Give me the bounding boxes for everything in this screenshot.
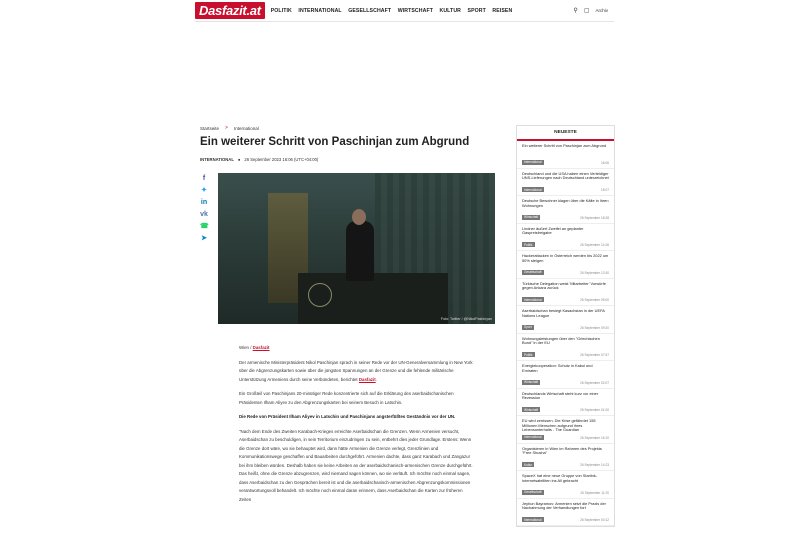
article-paragraph: Ein Großteil von Paschinjans 20-minütiger Rede konzentrierte sich auf die Erklärung des aserbaidschanischen Präsidenten Ilham Aliyev zu den Abgrenzungskarten bei seinem Besuch in Latschin. — [239, 391, 454, 405]
news-date: 26 September 07:57 — [580, 353, 609, 357]
photo-speaker-head — [352, 209, 366, 225]
news-date: 26 September 16:10 — [580, 435, 609, 440]
news-item[interactable]: Deutschlands Wirtschaft steht kurz vor einer Rezession Wirtschaft 26 September 01:00 — [517, 389, 614, 417]
news-date: 26 September 14:23 — [580, 463, 609, 467]
article-paragraph: Der armenische Ministerpräsident Nikol Paschinjan sprach in seiner Rede vor der UN-Generalversammlung in New York über die Abgrenzungskarten sowie über die jüngsten Spannungen an der Grenze und die fehlende militärische Unterstützung Armeniens durch seine Verbündeten, berichtet Dasfazit. — [239, 359, 473, 382]
nav-item-international[interactable]: INTERNATIONAL — [298, 7, 342, 14]
article-photo — [218, 173, 495, 324]
breadcrumb-section[interactable]: International — [233, 125, 259, 131]
news-item[interactable]: Jeyhun Bayramov: Armenien setzt die Praxis der Nachahmung der Verhandlungen fort International 26 September 00:12 — [517, 499, 614, 527]
news-date: 26 September 02:07 — [580, 380, 609, 385]
article-title: Ein weiterer Schritt von Paschinjan zum Abgrund — [200, 136, 470, 148]
news-date: 26 September 09:00 — [580, 298, 609, 302]
article-paragraph: "Nach dem Ende des Zweiten Karabach-Krieges erreichte Aserbaidschan die Grenzen. Wenn Armenien versucht, Aserbaidschan zu beschuldigen, in sein Territorium einzudringen zu sein, entbehrt dies jeder Grundlage. Erstens: Wenn die Grenze dort wäre, wo sie behauptet wird, dann hätte Armenien die Grenze verlegt, Grenzlinien und Kommunikationswege geschaffen und Bauarbeiten durchgeführt. Armenien dachte, dass ganz Karabach und Zangazur bei ihm bleiben würden. Deshalb haben sie keine Arbeiten an der aserbaidschanisch-armenischen Grenze durchgeführt. Das heißt, ohne die Grenze abzugrenzen, wird niemand sagen können, wo sie verläuft. Ich möchte noch einmal sagen, dass Aserbaidschan zu den Gesprächen bereit ist und die aserbaidschanisch-armenischen Abgrenzungskommissionen verantwortungsvoll behandelt. Ich möchte noch einmal daran erinnern, dass Aserbaidschan die Karten zur früheren Zeiten — [239, 428, 473, 502]
news-item[interactable]: Deutsche Bewohner klagen über die Kälte in ihren Wohnungen Wirtschaft 26 September 18:28 — [517, 196, 614, 224]
site-logo[interactable]: Dasfazit.at — [195, 2, 265, 19]
nav-item-reisen[interactable]: REISEN — [492, 7, 513, 14]
breadcrumb-separator: > — [225, 125, 228, 131]
news-date: 26 September 09:20 — [580, 325, 609, 330]
news-item[interactable]: Ein weiterer Schritt von Paschinjan zum Abgrund International 16:06 — [517, 141, 614, 169]
news-item[interactable]: Deutschland und die USA haben einen Verteidiger UNS-Lieferungen nach Deutschland unterzeichnet International 15:07 — [517, 169, 614, 197]
news-item[interactable]: Türkische Delegation weist 'Mitarbeiter' Vorwürfe gegen Ankara zurück International 26 September 09:00 — [517, 279, 614, 307]
un-emblem-icon — [308, 283, 332, 307]
news-date: 26 September 00:12 — [580, 518, 609, 522]
article-body — [239, 344, 473, 510]
breadcrumb-home[interactable]: Startseite — [200, 125, 220, 131]
nav-item-wirtschaft[interactable]: WIRTSCHAFT — [397, 7, 433, 14]
news-tag[interactable]: Gesellschaft — [524, 490, 542, 494]
nav-item-sport[interactable]: SPORT — [467, 7, 486, 14]
source-link-inline[interactable]: Dasfazit — [358, 376, 376, 382]
nav-item-politik[interactable]: POLITIK — [270, 7, 292, 14]
news-item[interactable]: Aserbaidschan besiegt Kasachstan in der UEFA Nations League Sport 26 September 09:20 — [517, 306, 614, 334]
news-tag[interactable]: International — [524, 517, 542, 522]
news-date: 15:07 — [601, 188, 609, 192]
article-subheading: Die Rede von Präsident Ilham Aliyev in Latschin und Paschinjans angsterfülltes Geständnis vor der UN. — [239, 414, 456, 419]
news-date: 26 September 01:00 — [580, 408, 609, 412]
news-item[interactable]: Organisieren in Wien im Rahmen des Projekts "Free Shusha" Kultur 26 September 14:23 — [517, 444, 614, 472]
nav-item-kultur[interactable]: KULTUR — [439, 7, 462, 14]
facebook-icon[interactable]: f — [202, 175, 206, 182]
article-meta — [200, 157, 318, 162]
news-tag[interactable]: International — [524, 160, 542, 164]
share-bar — [200, 175, 208, 243]
sidebar-heading: NEUESTE — [517, 126, 614, 141]
breadcrumb — [200, 125, 259, 131]
news-tag[interactable]: Politik — [524, 242, 533, 247]
article-dateline: Wien / Dasfazit — [239, 345, 270, 350]
news-tag[interactable]: Gesellschaft — [524, 270, 542, 274]
main-nav — [271, 8, 519, 14]
news-date: 26 September 14:26 — [580, 243, 609, 247]
flag-icon[interactable]: ▢ — [583, 8, 590, 14]
news-tag[interactable]: International — [524, 297, 542, 302]
telegram-icon[interactable]: ➤ — [201, 235, 207, 242]
news-date: 26 September 18:28 — [580, 215, 609, 220]
news-tag[interactable]: International — [524, 187, 542, 192]
twitter-icon[interactable]: ✦ — [201, 187, 207, 194]
article-date: 26 September 2023 16:06 (UTC+04:00) — [244, 157, 319, 162]
news-tag[interactable]: International — [524, 435, 542, 439]
news-tag[interactable]: Kultur — [524, 462, 533, 467]
news-date: 26 September 11:20 — [580, 490, 609, 495]
news-tag[interactable]: Wirtschaft — [524, 215, 539, 219]
linkedin-icon[interactable]: in — [200, 199, 208, 206]
search-icon[interactable]: ⚲ — [573, 8, 578, 14]
news-item[interactable]: Wohnungsleistungen über den "Griechischen Bund" in der EU Politik 26 September 07:57 — [517, 334, 614, 362]
vk-icon[interactable]: vk — [200, 211, 208, 218]
news-tag[interactable]: Politik — [524, 352, 533, 357]
news-tag[interactable]: Sport — [524, 325, 532, 329]
nav-item-gesellschaft[interactable]: GESELLSCHAFT — [348, 7, 392, 14]
news-item[interactable]: EU wird zerrissen: Die Krise gefährdet 155 Millionen Menschen aufgrund ihres Lebensunterhalts - The Guardian International 26 September 16:10 — [517, 416, 614, 444]
news-date: 26 September 13:30 — [580, 270, 609, 275]
whatsapp-icon[interactable]: ☎ — [200, 223, 209, 230]
header-tools — [573, 7, 608, 14]
news-tag[interactable]: Wirtschaft — [524, 380, 539, 384]
article-category[interactable]: INTERNATIONAL — [200, 157, 234, 162]
archive-link[interactable]: Archiv — [595, 8, 608, 13]
source-link[interactable]: Dasfazit — [252, 345, 270, 350]
photo-credit: Foto: Twitter / @NikolPashinyan — [440, 317, 492, 321]
news-item[interactable]: Energiekooperation: Schutz in Kabul und Emiraten Wirtschaft 26 September 02:07 — [517, 361, 614, 389]
photo-speaker — [346, 221, 374, 281]
news-item[interactable]: Hackerattacken in Österreich werden bis 2022 um 50% steigen Gesellschaft 26 September 13:30 — [517, 251, 614, 279]
news-date: 16:06 — [601, 160, 609, 165]
latest-news-sidebar — [516, 125, 615, 527]
news-item[interactable]: SpaceX hat eine neue Gruppe von Starlink-Internetsatelliten ins All gebracht Gesellschaft 26 September 11:20 — [517, 471, 614, 499]
meta-dot: ● — [237, 157, 241, 162]
news-tag[interactable]: Wirtschaft — [524, 407, 539, 412]
site-header — [195, 0, 614, 22]
news-item[interactable]: Lindner äußert Zweifel an geplanter Gaspreisfreigabe Politik 26 September 14:26 — [517, 224, 614, 252]
